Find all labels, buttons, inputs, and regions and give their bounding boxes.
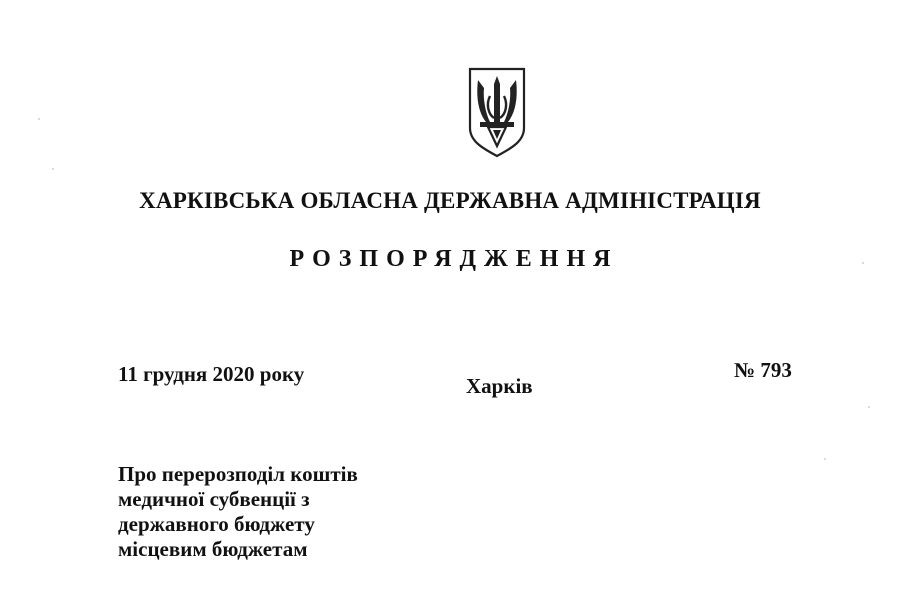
scan-speck [868,406,870,408]
subject-line: державного бюджету [118,512,315,536]
document-city: Харків [466,374,533,398]
document-number: № 793 [734,358,792,382]
subject-line: місцевим бюджетам [118,537,308,561]
subject-line: Про перерозподіл коштів [118,462,358,486]
document-type-title: РОЗПОРЯДЖЕННЯ [289,246,619,272]
organization-title: ХАРКІВСЬКА ОБЛАСНА ДЕРЖАВНА АДМІНІСТРАЦІЯ [139,188,761,213]
scan-speck [38,118,40,120]
document-date: 11 грудня 2020 року [118,362,305,386]
trident-coat-of-arms-icon [466,66,528,158]
scan-speck [862,262,864,264]
document-subject [118,462,478,562]
subject-line: медичної субвенції з [118,487,310,511]
scan-speck [824,458,826,460]
scan-speck [52,168,54,170]
